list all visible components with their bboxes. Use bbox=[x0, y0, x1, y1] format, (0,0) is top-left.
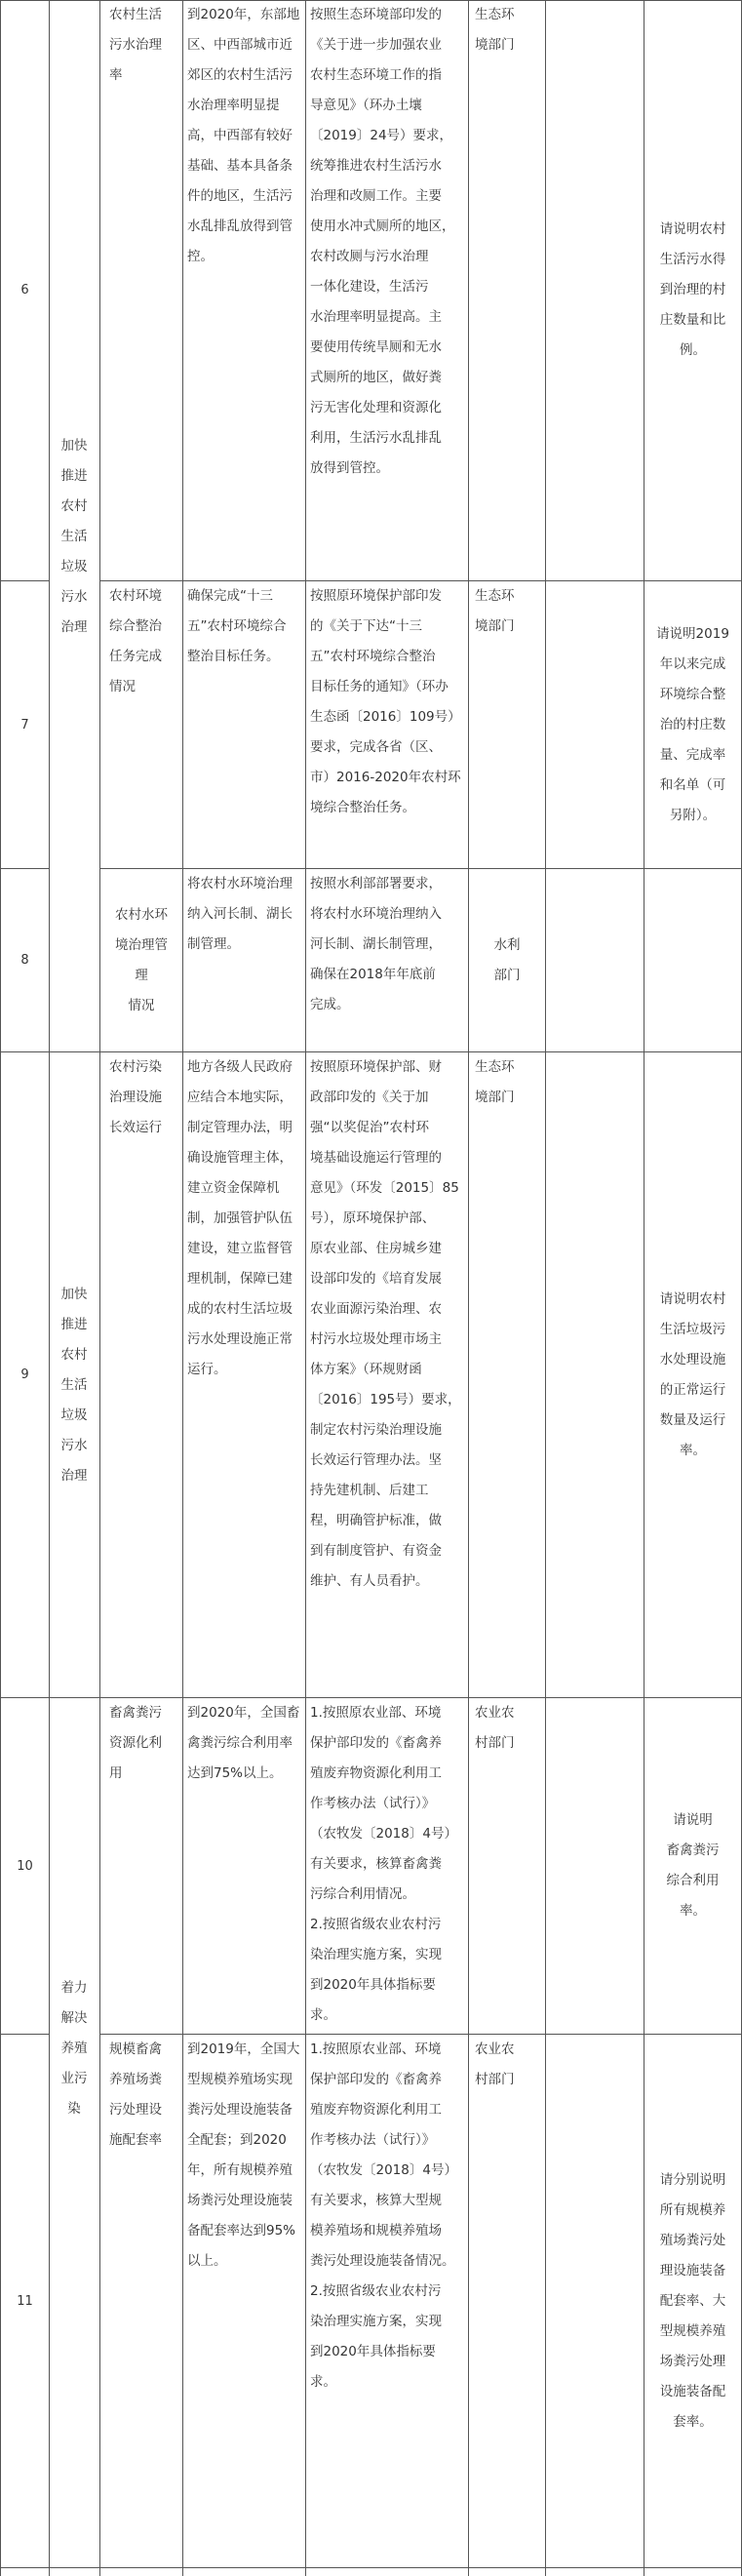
text-line: 境治理管 bbox=[115, 936, 168, 953]
text-line: 粪污处理设施装备 bbox=[187, 2102, 293, 2118]
text-line: 畜禽粪污 bbox=[666, 1843, 720, 1858]
text-line: 按照原环境保护部印发 bbox=[310, 588, 442, 604]
text-line: 水利 bbox=[493, 936, 521, 953]
text-line: 污水 bbox=[60, 1437, 88, 1453]
text-line: 庄数量和比 bbox=[659, 312, 726, 328]
text-line: 生态环 bbox=[475, 588, 515, 604]
text-line: 将农村水环境治理 bbox=[187, 876, 293, 892]
text-line: 治理和改厕工作。主要 bbox=[310, 188, 442, 204]
text-line: （农牧发〔2018〕4号） bbox=[310, 1826, 457, 1842]
text-line: 统筹推进农村生活污水 bbox=[310, 158, 442, 174]
text-line: 市）2016-2020年农村环 bbox=[310, 770, 461, 785]
note-cell bbox=[644, 2035, 741, 2567]
text-line: 式厕所的地区，做好粪 bbox=[310, 370, 442, 385]
text-line: 农业面源污染治理、农 bbox=[310, 1301, 442, 1317]
category-cell bbox=[51, 1961, 98, 2136]
text-line: 环境综合整 bbox=[659, 686, 726, 702]
text-line: 染治理实施方案，实现 bbox=[310, 2314, 442, 2329]
text-line: 情况 bbox=[128, 997, 155, 1013]
indicator-cell bbox=[109, 2035, 181, 2567]
text-line: 五”农村环境综合 bbox=[187, 618, 287, 634]
text-line: 完成。 bbox=[310, 997, 350, 1012]
text-line: 利用，生活污水乱排乱 bbox=[310, 430, 442, 446]
note-cell bbox=[644, 869, 741, 1051]
text-line: 制管理。 bbox=[187, 936, 240, 952]
text-line: 污无害化处理和资源化 bbox=[310, 400, 442, 416]
text-line: 禽粪污综合利用率 bbox=[187, 1735, 293, 1751]
text-line: 运行。 bbox=[187, 1362, 227, 1377]
text-line: 意见》（环发〔2015〕85 bbox=[310, 1180, 459, 1196]
text-line: 生态环 bbox=[475, 1059, 515, 1075]
text-line: 型规模养殖场实现 bbox=[187, 2072, 293, 2087]
method-cell bbox=[310, 0, 468, 580]
text-line: 水处理设施 bbox=[659, 1351, 726, 1367]
text-line: 请说明2019 bbox=[656, 625, 729, 642]
text-line: 资源化利 bbox=[109, 1735, 162, 1751]
text-line: 〔2019〕24号）要求， bbox=[310, 128, 453, 143]
text-line: 境综合整治任务。 bbox=[310, 800, 415, 815]
category-cell bbox=[51, 1170, 98, 1600]
text-line: 维护、有人员看护。 bbox=[310, 1573, 429, 1589]
dept-cell bbox=[475, 581, 545, 868]
target-cell bbox=[187, 2035, 304, 2567]
method-cell bbox=[310, 1052, 468, 1697]
indicator-cell bbox=[101, 869, 181, 1051]
text-line: 生活污水得 bbox=[659, 252, 726, 267]
text-line: 着力 bbox=[60, 1979, 88, 1996]
text-line: 生态环 bbox=[475, 7, 515, 22]
text-line: 殖场粪污处 bbox=[659, 2232, 726, 2248]
text-line: 请说明 bbox=[673, 1812, 713, 1828]
text-line: 业污 bbox=[60, 2070, 88, 2086]
text-line: 到有制度管护、有资金 bbox=[310, 1543, 442, 1559]
text-line: 境部门 bbox=[475, 618, 515, 634]
row-number: 9 bbox=[20, 1367, 29, 1382]
indicator-cell bbox=[109, 1698, 181, 2034]
text-line: 一体化建设，生活污 bbox=[310, 279, 429, 295]
text-line: 整治目标任务。 bbox=[187, 649, 280, 664]
text-line: 农村 bbox=[60, 497, 88, 514]
text-line: 部门 bbox=[493, 967, 521, 983]
text-line: 1.按照原农业部、环境 bbox=[310, 2041, 442, 2057]
text-line: 农业农 bbox=[475, 2041, 515, 2057]
text-line: 农村 bbox=[60, 1346, 88, 1363]
text-line: 区、中西部城市近 bbox=[187, 37, 293, 53]
text-line: 保护部印发的《畜禽养 bbox=[310, 2072, 442, 2087]
row-number: 11 bbox=[17, 2293, 33, 2309]
indicator-cell bbox=[109, 581, 181, 868]
text-line: 作考核办法（试行）》 bbox=[310, 1796, 436, 1811]
row-number: 6 bbox=[20, 283, 29, 297]
text-line: 体方案》（环规财函 bbox=[310, 1362, 422, 1377]
text-line: 殖废弃物资源化利用工 bbox=[310, 1765, 442, 1781]
text-line: 确保完成“十三 bbox=[187, 588, 273, 604]
text-line: 建设，建立监督管 bbox=[187, 1241, 293, 1256]
text-line: 综合利用 bbox=[666, 1873, 720, 1888]
text-line: 要求，完成各省（区、 bbox=[310, 739, 442, 755]
text-line: 将农村水环境治理纳入 bbox=[310, 906, 442, 922]
text-line: 五”农村环境综合整治 bbox=[310, 649, 436, 664]
text-line: 境部门 bbox=[475, 1090, 515, 1105]
text-line: 请说明农村 bbox=[659, 1290, 726, 1307]
text-line: 到2020年具体指标要 bbox=[310, 2344, 436, 2359]
text-line: 持先建机制、后建工 bbox=[310, 1483, 429, 1498]
text-line: 畜禽粪污 bbox=[109, 1705, 162, 1721]
row-number: 8 bbox=[20, 953, 29, 968]
text-line: 和名单（可 bbox=[659, 776, 726, 793]
text-line: 放得到管控。 bbox=[310, 460, 389, 476]
target-cell bbox=[187, 0, 304, 580]
text-line: 率。 bbox=[680, 1442, 706, 1458]
text-line: 到2020年，东部地 bbox=[187, 7, 300, 22]
text-line: 程，明确管护标准，做 bbox=[310, 1513, 442, 1528]
text-line: 任务完成 bbox=[109, 649, 162, 664]
text-line: 以上。 bbox=[187, 2253, 227, 2269]
text-line: 长效运行 bbox=[109, 1120, 162, 1135]
text-line: 按照原环境保护部、财 bbox=[310, 1059, 442, 1075]
dept-cell bbox=[469, 869, 545, 1051]
text-line: 导意见》（环办土壤 bbox=[310, 98, 422, 113]
text-line: 水治理率明显提高。主 bbox=[310, 309, 442, 325]
text-line: 境基础设施运行管理的 bbox=[310, 1150, 442, 1166]
text-line: 请说明农村 bbox=[659, 221, 726, 237]
text-line: 按照水利部部署要求， bbox=[310, 876, 442, 892]
note-cell bbox=[644, 1052, 741, 1697]
text-line: 制定管理办法，明 bbox=[187, 1120, 293, 1135]
method-cell bbox=[310, 1698, 468, 2034]
text-line: 粪污处理设施装备情况。 bbox=[310, 2253, 455, 2269]
text-line: 污综合利用情况。 bbox=[310, 1886, 415, 1902]
text-line: 另附）。 bbox=[669, 807, 717, 823]
indicator-cell bbox=[109, 1052, 181, 1697]
text-line: 按照生态环境部印发的 bbox=[310, 7, 442, 22]
text-line: 例。 bbox=[680, 342, 706, 358]
dept-cell bbox=[475, 0, 545, 580]
text-line: 农村生活 bbox=[109, 7, 162, 22]
text-line: 量、完成率 bbox=[659, 746, 726, 763]
grid-line bbox=[305, 0, 306, 2576]
text-line: 设部印发的《培育发展 bbox=[310, 1271, 442, 1287]
text-line: 情况 bbox=[109, 679, 136, 694]
method-cell bbox=[310, 2035, 468, 2567]
text-line: 原农业部、住房城乡建 bbox=[310, 1241, 442, 1256]
text-line: 的《关于下达“十三 bbox=[310, 618, 422, 634]
grid-line bbox=[182, 0, 183, 2576]
text-line: 件的地区，生活污 bbox=[187, 188, 293, 204]
text-line: 推进 bbox=[60, 467, 88, 484]
text-line: 村部门 bbox=[475, 1735, 515, 1751]
text-line: 农村污染 bbox=[109, 1059, 162, 1075]
note-cell bbox=[644, 581, 741, 868]
text-line: 地方各级人民政府 bbox=[187, 1059, 293, 1075]
text-line: 农村环境 bbox=[109, 588, 162, 604]
text-line: 水治理率明显提 bbox=[187, 98, 280, 113]
text-line: 治理 bbox=[60, 618, 88, 635]
text-line: 养殖 bbox=[60, 2040, 88, 2056]
text-line: 设施装备配 bbox=[659, 2383, 726, 2399]
text-line: 垃圾 bbox=[60, 1407, 88, 1423]
text-line: 全配套；到2020 bbox=[187, 2132, 287, 2148]
text-line: 生活垃圾污 bbox=[659, 1321, 726, 1337]
text-line: 2.按照省级农业农村污 bbox=[310, 2283, 442, 2299]
text-line: 长效运行管理办法。坚 bbox=[310, 1452, 442, 1468]
text-line: 制，加强管护队伍 bbox=[187, 1210, 293, 1226]
text-line: 率 bbox=[109, 67, 123, 83]
grid-line bbox=[0, 2567, 742, 2568]
text-line: 确设施管理主体， bbox=[187, 1150, 293, 1166]
text-line: 理 bbox=[135, 967, 148, 983]
text-line: 纳入河长制、湖长 bbox=[187, 906, 293, 922]
text-line: 数量及运行 bbox=[659, 1411, 726, 1428]
text-line: 保护部印发的《畜禽养 bbox=[310, 1735, 442, 1751]
indicator-cell bbox=[109, 0, 181, 580]
text-line: 养殖场粪 bbox=[109, 2072, 162, 2087]
target-cell bbox=[187, 1052, 304, 1697]
text-line: 年以来完成 bbox=[659, 655, 726, 672]
text-line: 〔2016〕195号）要求， bbox=[310, 1392, 461, 1407]
text-line: 政部印发的《关于加 bbox=[310, 1090, 429, 1105]
text-line: 达到75%以上。 bbox=[187, 1765, 283, 1781]
text-line: 有关要求，核算大型规 bbox=[310, 2193, 442, 2208]
grid-line bbox=[545, 0, 546, 2576]
text-line: 到2020年，全国畜 bbox=[187, 1705, 300, 1721]
text-line: 请分别说明 bbox=[659, 2171, 726, 2188]
note-cell bbox=[644, 0, 741, 580]
text-line: 加快 bbox=[60, 1286, 88, 1302]
text-line: 配套率、大 bbox=[659, 2292, 726, 2309]
text-line: 河长制、湖长制管理， bbox=[310, 936, 442, 952]
text-line: 1.按照原农业部、环境 bbox=[310, 1705, 442, 1721]
target-cell bbox=[187, 581, 304, 868]
text-line: 水乱排乱放得到管 bbox=[187, 218, 293, 234]
text-line: 生态函〔2016〕109号） bbox=[310, 709, 461, 725]
text-line: 确保在2018年年底前 bbox=[310, 967, 436, 982]
text-line: 染治理实施方案，实现 bbox=[310, 1947, 442, 1962]
text-line: 号），原环境保护部、 bbox=[310, 1210, 436, 1226]
text-line: 解决 bbox=[60, 2009, 88, 2026]
text-line: 施配套率 bbox=[109, 2132, 162, 2148]
text-line: 建立资金保障机 bbox=[187, 1180, 280, 1196]
text-line: 《关于进一步加强农业 bbox=[310, 37, 442, 53]
text-line: 要使用传统旱厕和无水 bbox=[310, 339, 442, 355]
text-line: 生活 bbox=[60, 1376, 88, 1393]
text-line: 污处理设 bbox=[109, 2102, 162, 2118]
dept-cell bbox=[475, 1052, 545, 1697]
dept-cell bbox=[475, 2035, 545, 2567]
text-line: 垃圾 bbox=[60, 558, 88, 575]
dept-cell bbox=[475, 1698, 545, 2034]
text-line: 规模畜禽 bbox=[109, 2041, 162, 2057]
text-line: 到治理的村 bbox=[659, 282, 726, 297]
text-line: 型规模养殖 bbox=[659, 2322, 726, 2339]
note-cell bbox=[644, 1698, 741, 2034]
text-line: 治理设施 bbox=[109, 1090, 162, 1105]
text-line: 有关要求，核算畜禽粪 bbox=[310, 1856, 442, 1872]
text-line: 目标任务的通知》（环办 bbox=[310, 679, 449, 694]
text-line: 场粪污处理 bbox=[659, 2353, 726, 2369]
text-line: 制定农村污染治理设施 bbox=[310, 1422, 442, 1438]
row-number: 10 bbox=[17, 1858, 33, 1874]
text-line: 应结合本地实际， bbox=[187, 1090, 293, 1105]
text-line: 到2020年具体指标要 bbox=[310, 1977, 436, 1993]
target-cell bbox=[187, 869, 304, 1051]
grid-line bbox=[468, 0, 469, 2576]
text-line: 到2019年，全国大 bbox=[187, 2041, 300, 2057]
text-line: 用 bbox=[109, 1765, 123, 1781]
text-line: 强“以奖促治”农村环 bbox=[310, 1120, 429, 1135]
text-line: 2.按照省级农业农村污 bbox=[310, 1917, 442, 1932]
text-line: 染 bbox=[67, 2100, 81, 2117]
text-line: 求。 bbox=[310, 2374, 336, 2390]
method-cell bbox=[310, 581, 468, 868]
text-line: 污水处理设施正常 bbox=[187, 1331, 293, 1347]
text-line: 成的农村生活垃圾 bbox=[187, 1301, 293, 1317]
text-line: 综合整治 bbox=[109, 618, 162, 634]
text-line: 率。 bbox=[680, 1903, 706, 1919]
text-line: 基础、基本具备条 bbox=[187, 158, 293, 174]
text-line: 求。 bbox=[310, 2007, 336, 2023]
text-line: 的正常运行 bbox=[659, 1381, 726, 1398]
text-line: 农业农 bbox=[475, 1705, 515, 1721]
text-line: 污水治理 bbox=[109, 37, 162, 53]
row-number: 7 bbox=[20, 717, 29, 733]
text-line: 加快 bbox=[60, 437, 88, 454]
text-line: 年，所有规模养殖 bbox=[187, 2162, 293, 2178]
grid-line bbox=[99, 0, 100, 2576]
grid-line bbox=[49, 0, 50, 2576]
text-line: 场粪污处理设施装 bbox=[187, 2193, 293, 2208]
text-line: 使用水冲式厕所的地区， bbox=[310, 218, 455, 234]
text-line: 推进 bbox=[60, 1316, 88, 1332]
text-line: 农村生态环境工作的指 bbox=[310, 67, 442, 83]
text-line: 模养殖场和规模养殖场 bbox=[310, 2223, 442, 2239]
text-line: 理设施装备 bbox=[659, 2262, 726, 2279]
method-cell bbox=[310, 869, 468, 1051]
text-line: 境部门 bbox=[475, 37, 515, 53]
text-line: 备配套率达到95% bbox=[187, 2223, 296, 2239]
text-line: 控。 bbox=[187, 249, 214, 264]
text-line: 村污水垃圾处理市场主 bbox=[310, 1331, 442, 1347]
text-line: 所有规模养 bbox=[659, 2201, 726, 2218]
target-cell bbox=[187, 1698, 304, 2034]
text-line: 郊区的农村生活污 bbox=[187, 67, 293, 83]
text-line: 理机制，保障已建 bbox=[187, 1271, 293, 1287]
text-line: 殖废弃物资源化利用工 bbox=[310, 2102, 442, 2118]
text-line: 污水 bbox=[60, 588, 88, 605]
text-line: （农牧发〔2018〕4号） bbox=[310, 2162, 457, 2178]
text-line: 农村水环 bbox=[115, 906, 168, 923]
text-line: 作考核办法（试行）》 bbox=[310, 2132, 436, 2148]
text-line: 村部门 bbox=[475, 2072, 515, 2087]
category-cell bbox=[51, 371, 98, 702]
text-line: 治的村庄数 bbox=[659, 716, 726, 733]
text-line: 农村改厕与污水治理 bbox=[310, 249, 429, 264]
text-line: 高，中西部有较好 bbox=[187, 128, 293, 143]
text-line: 套率。 bbox=[673, 2413, 713, 2430]
text-line: 治理 bbox=[60, 1467, 88, 1484]
text-line: 生活 bbox=[60, 528, 88, 544]
